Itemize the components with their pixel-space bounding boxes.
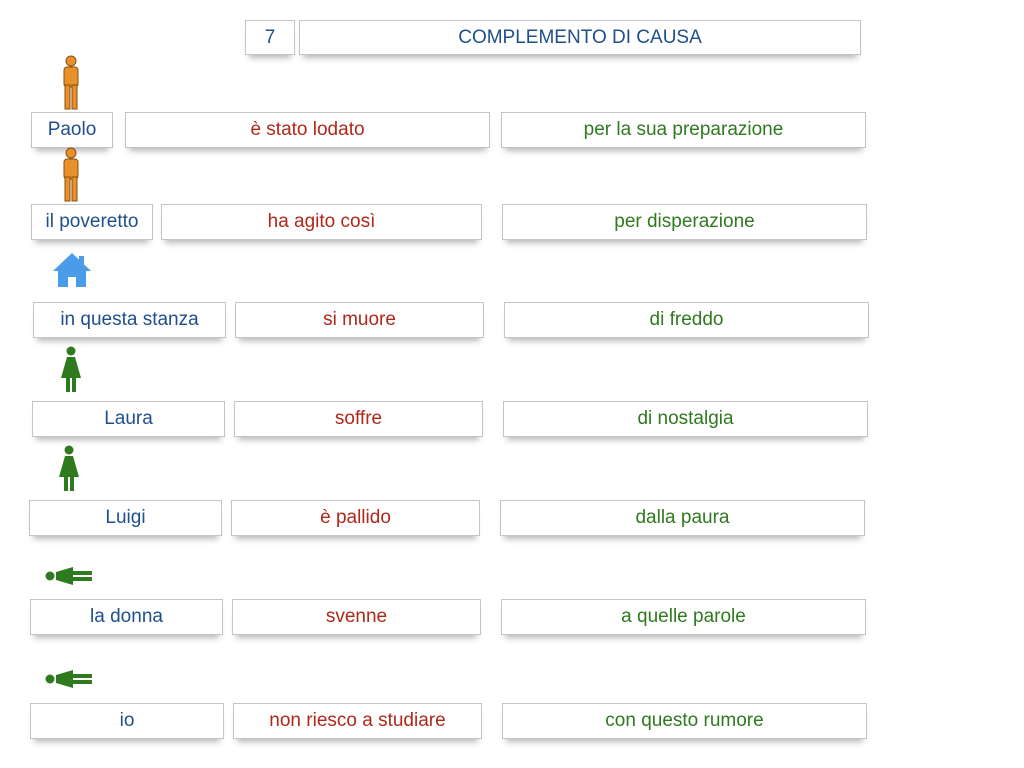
row3-verb: si muore xyxy=(235,302,484,338)
row1-subject: Paolo xyxy=(31,112,113,148)
row3-subject: in questa stanza xyxy=(33,302,226,338)
row2-complement: per disperazione xyxy=(502,204,867,240)
lying-person-icon xyxy=(45,669,93,689)
row7-verb: non riesco a studiare xyxy=(233,703,482,739)
row4-verb: soffre xyxy=(234,401,483,437)
woman-icon xyxy=(58,445,80,491)
page-title: COMPLEMENTO DI CAUSA xyxy=(299,20,861,55)
row6-complement: a quelle parole xyxy=(501,599,866,635)
house-icon xyxy=(52,252,92,288)
row5-complement: dalla paura xyxy=(500,500,865,536)
man-icon xyxy=(59,147,83,203)
slide-number: 7 xyxy=(245,20,295,55)
woman-icon xyxy=(60,346,82,392)
row1-verb: è stato lodato xyxy=(125,112,490,148)
row5-subject: Luigi xyxy=(29,500,222,536)
man-icon xyxy=(59,55,83,111)
row5-verb: è pallido xyxy=(231,500,480,536)
row4-subject: Laura xyxy=(32,401,225,437)
row2-verb: ha agito così xyxy=(161,204,482,240)
row7-complement: con questo rumore xyxy=(502,703,867,739)
lying-person-icon xyxy=(45,566,93,586)
row4-complement: di nostalgia xyxy=(503,401,868,437)
row7-subject: io xyxy=(30,703,224,739)
row1-complement: per la sua preparazione xyxy=(501,112,866,148)
row6-verb: svenne xyxy=(232,599,481,635)
row6-subject: la donna xyxy=(30,599,223,635)
row2-subject: il poveretto xyxy=(31,204,153,240)
row3-complement: di freddo xyxy=(504,302,869,338)
